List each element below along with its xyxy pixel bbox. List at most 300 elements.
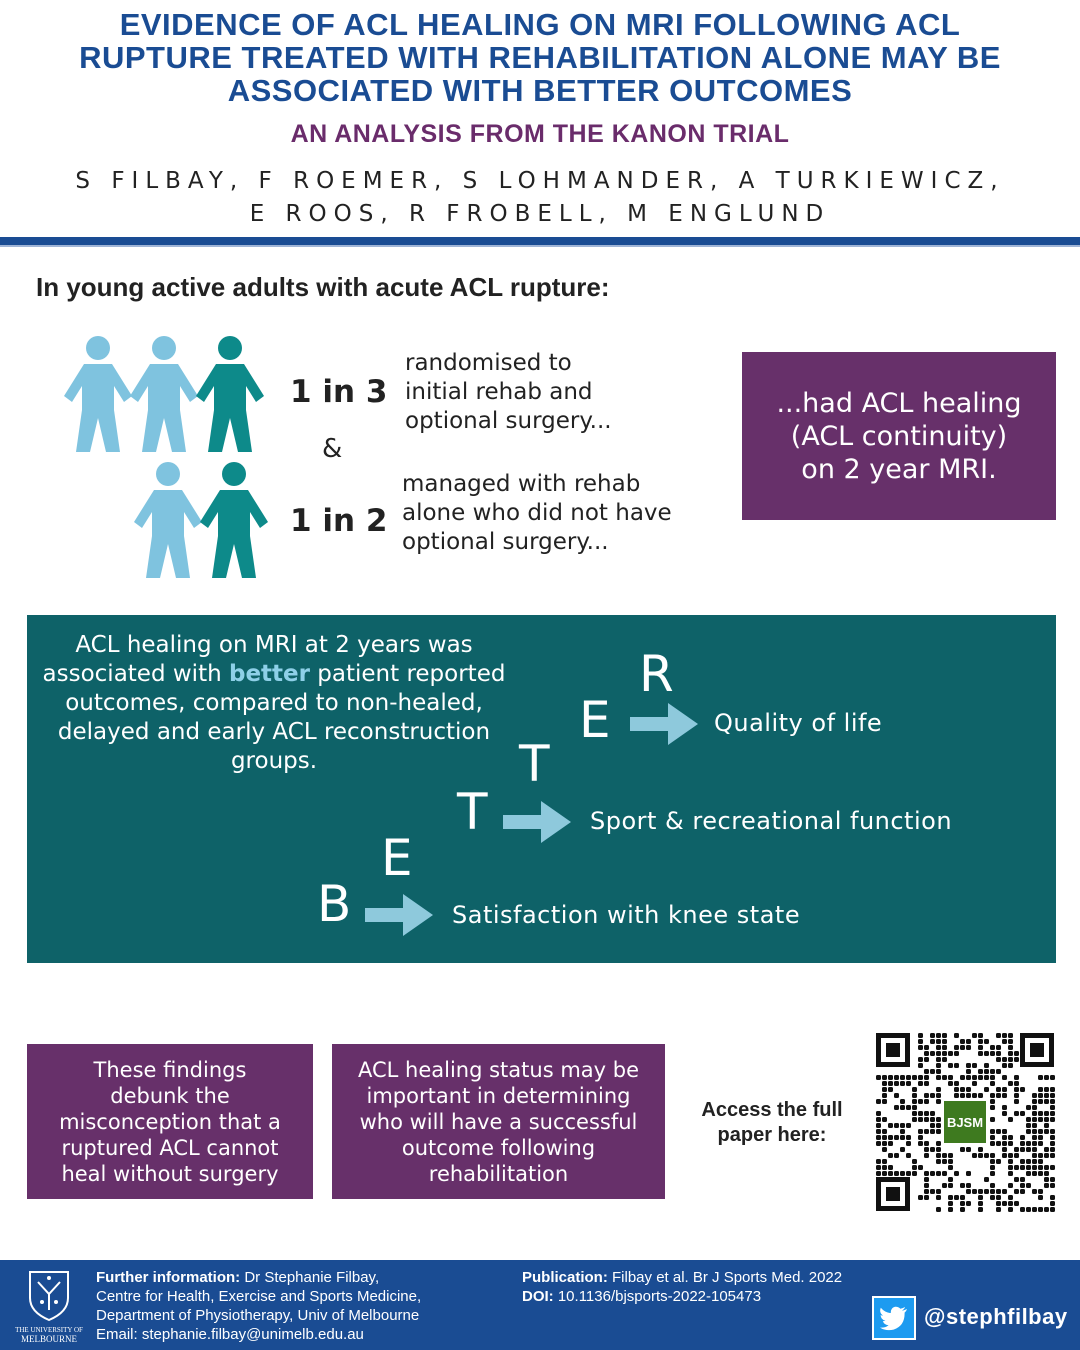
qr-module (1044, 1147, 1049, 1152)
statement-highlight: better (228, 661, 310, 687)
description-line: initial rehab and (405, 379, 593, 405)
twitter-bird-icon[interactable] (872, 1296, 916, 1340)
qr-module (1038, 1117, 1043, 1122)
qr-module (912, 1111, 917, 1116)
qr-module (918, 1081, 923, 1086)
qr-module (966, 1201, 971, 1206)
qr-module (1032, 1093, 1037, 1098)
qr-module (966, 1045, 971, 1050)
qr-module (948, 1195, 953, 1200)
qr-module (1050, 1165, 1055, 1170)
qr-module (1038, 1135, 1043, 1140)
healing-line: (ACL continuity) (790, 420, 1008, 452)
qr-module (882, 1141, 887, 1146)
qr-module (942, 1153, 947, 1158)
qr-module (1032, 1189, 1037, 1194)
qr-module (1026, 1129, 1031, 1134)
statement-text: patient reported outcomes, compared to non-healed, delayed and early ACL reconstruction groups. (57, 661, 506, 774)
qr-module (900, 1171, 905, 1176)
qr-module (876, 1075, 881, 1080)
qr-module (1050, 1207, 1055, 1212)
qr-module (882, 1147, 887, 1152)
qr-module (978, 1033, 983, 1038)
qr-module (912, 1075, 917, 1080)
healing-line: on 2 year MRI. (801, 453, 997, 485)
qr-module (936, 1153, 941, 1158)
qr-module (984, 1153, 989, 1158)
qr-module (936, 1099, 941, 1104)
qr-module (948, 1201, 953, 1206)
qr-module (996, 1051, 1001, 1056)
qr-module (1014, 1093, 1019, 1098)
box-line: misconception that a (59, 1109, 281, 1134)
qr-module (930, 1111, 935, 1116)
qr-module (1044, 1183, 1049, 1188)
qr-module (876, 1117, 881, 1122)
qr-module (894, 1081, 899, 1086)
qr-module (924, 1141, 929, 1146)
group-rehab-description (405, 349, 612, 436)
qr-module (1008, 1063, 1013, 1068)
qr-module (876, 1159, 881, 1164)
qr-module (1020, 1189, 1025, 1194)
qr-module (906, 1171, 911, 1176)
qr-module (966, 1147, 971, 1152)
qr-module (1008, 1045, 1013, 1050)
qr-module (888, 1135, 893, 1140)
qr-module (960, 1183, 965, 1188)
qr-module (1014, 1099, 1019, 1104)
ampersand: & (322, 434, 343, 464)
description-line: optional surgery... (405, 408, 612, 434)
qr-module (918, 1099, 923, 1104)
qr-module (1014, 1087, 1019, 1092)
qr-module (984, 1189, 989, 1194)
qr-module (1026, 1141, 1031, 1146)
info-line: Dr Stephanie Filbay, (240, 1269, 380, 1286)
qr-module (894, 1123, 899, 1128)
qr-module (996, 1189, 1001, 1194)
qr-module (1038, 1111, 1043, 1116)
qr-module (924, 1057, 929, 1062)
qr-module (1032, 1159, 1037, 1164)
qr-module (936, 1207, 941, 1212)
qr-module (960, 1039, 965, 1044)
qr-module (990, 1069, 995, 1074)
email-link[interactable]: Email: stephanie.filbay@unimelb.edu.au (96, 1326, 364, 1343)
qr-module (966, 1171, 971, 1176)
qr-module (900, 1135, 905, 1140)
qr-module (930, 1039, 935, 1044)
qr-module (936, 1057, 941, 1062)
qr-module (1008, 1039, 1013, 1044)
qr-module (930, 1069, 935, 1074)
poster-subtitle: AN ANALYSIS FROM THE KANON TRIAL (290, 120, 790, 148)
qr-module (876, 1111, 881, 1116)
qr-module (996, 1033, 1001, 1038)
qr-module (1002, 1147, 1007, 1152)
qr-module (936, 1141, 941, 1146)
qr-module (888, 1087, 893, 1092)
box-line: who will have a successful (359, 1109, 638, 1134)
qr-module (936, 1129, 941, 1134)
qr-module (948, 1153, 953, 1158)
qr-module (996, 1207, 1001, 1212)
qr-module (912, 1117, 917, 1122)
qr-module (906, 1135, 911, 1140)
qr-module (876, 1165, 881, 1170)
qr-module (1032, 1105, 1037, 1110)
qr-module (924, 1051, 929, 1056)
doi-link[interactable]: 10.1136/bjsports-2022-105473 (553, 1288, 762, 1305)
qr-module (978, 1153, 983, 1158)
info-line: Centre for Health, Exercise and Sports Medicine, (96, 1288, 422, 1305)
qr-module (984, 1177, 989, 1182)
qr-module (1014, 1153, 1019, 1158)
bjsm-badge-label: BJSM (946, 1115, 984, 1130)
qr-module (1026, 1165, 1031, 1170)
access-paper-label (686, 1098, 858, 1148)
qr-module (930, 1123, 935, 1128)
qr-module (900, 1147, 905, 1152)
letter-r: R (639, 645, 674, 703)
qr-module (990, 1045, 995, 1050)
qr-module (996, 1201, 1001, 1206)
qr-module (1008, 1159, 1013, 1164)
qr-module (948, 1183, 953, 1188)
qr-module (960, 1045, 965, 1050)
qr-module (954, 1093, 959, 1098)
qr-module (1008, 1117, 1013, 1122)
qr-module (924, 1189, 929, 1194)
crest-text: THE UNIVERSITY OF (15, 1326, 83, 1334)
qr-module (918, 1165, 923, 1170)
qr-module (1044, 1099, 1049, 1104)
qr-module (1050, 1201, 1055, 1206)
intro-heading: In young active adults with acute ACL rupture: (36, 272, 610, 302)
qr-module (978, 1051, 983, 1056)
qr-module (942, 1075, 947, 1080)
qr-module (1014, 1189, 1019, 1194)
qr-module (1008, 1135, 1013, 1140)
qr-module (882, 1093, 887, 1098)
qr-module (942, 1039, 947, 1044)
qr-module (978, 1207, 983, 1212)
qr-module (924, 1183, 929, 1188)
qr-module (948, 1159, 953, 1164)
qr-module (990, 1141, 995, 1146)
qr-module (924, 1129, 929, 1134)
qr-module (924, 1099, 929, 1104)
qr-module (918, 1111, 923, 1116)
qr-module (1002, 1087, 1007, 1092)
qr-module (990, 1105, 995, 1110)
qr-module (954, 1087, 959, 1092)
results-statement (41, 631, 507, 776)
qr-module (1032, 1153, 1037, 1158)
info-line: Department of Physiotherapy, Univ of Melbourne (96, 1307, 420, 1324)
qr-module (924, 1153, 929, 1158)
qr-module (936, 1039, 941, 1044)
qr-module (1008, 1183, 1013, 1188)
description-line: optional surgery... (402, 529, 609, 555)
qr-module (1002, 1189, 1007, 1194)
qr-module (876, 1171, 881, 1176)
qr-module (1032, 1111, 1037, 1116)
qr-module (990, 1117, 995, 1122)
qr-module (900, 1129, 905, 1134)
qr-module (1032, 1135, 1037, 1140)
qr-module (990, 1165, 995, 1170)
qr-module (900, 1099, 905, 1104)
qr-module (1002, 1141, 1007, 1146)
qr-module (990, 1075, 995, 1080)
qr-module (984, 1063, 989, 1068)
qr-module (1038, 1165, 1043, 1170)
outcome-quality-of-life: Quality of life (714, 709, 883, 737)
qr-module (918, 1195, 923, 1200)
qr-module (978, 1195, 983, 1200)
crest-text: MELBOURNE (21, 1334, 77, 1344)
qr-module (1008, 1195, 1013, 1200)
qr-module (1050, 1111, 1055, 1116)
qr-module (948, 1051, 953, 1056)
qr-module (936, 1195, 941, 1200)
author-line: S FILBAY, F ROEMER, S LOHMANDER, A TURKIEWICZ, (75, 168, 1005, 194)
outcome-sport-function: Sport & recreational function (590, 807, 953, 835)
ratio-one-in-two: 1 in 2 (290, 503, 388, 539)
qr-module (1014, 1201, 1019, 1206)
qr-module (990, 1171, 995, 1176)
qr-module (1008, 1081, 1013, 1086)
qr-module (882, 1099, 887, 1104)
qr-module (972, 1033, 977, 1038)
acl-healing-box (742, 352, 1056, 520)
qr-module (912, 1171, 917, 1176)
qr-module (966, 1063, 971, 1068)
letter-b: B (317, 875, 352, 933)
qr-module (990, 1129, 995, 1134)
qr-module (978, 1075, 983, 1080)
title-line: RUPTURE TREATED WITH REHABILITATION ALONE MAY BE (79, 40, 1001, 75)
qr-module (888, 1171, 893, 1176)
qr-module (876, 1123, 881, 1128)
twitter-handle[interactable]: @stephfilbay (924, 1304, 1068, 1329)
qr-module (1020, 1135, 1025, 1140)
qr-module (936, 1189, 941, 1194)
qr-module (948, 1165, 953, 1170)
qr-module (924, 1195, 929, 1200)
qr-module (1026, 1117, 1031, 1122)
qr-module (1038, 1159, 1043, 1164)
qr-module (936, 1117, 941, 1122)
qr-module (954, 1045, 959, 1050)
qr-module (1008, 1201, 1013, 1206)
access-line: paper here: (717, 1124, 827, 1146)
qr-module (930, 1117, 935, 1122)
qr-module (1032, 1207, 1037, 1212)
qr-module (1044, 1075, 1049, 1080)
qr-module (1032, 1123, 1037, 1128)
qr-module (924, 1045, 929, 1050)
qr-module (930, 1093, 935, 1098)
qr-module (1050, 1117, 1055, 1122)
qr-code[interactable] (874, 1031, 1056, 1213)
qr-module (1038, 1207, 1043, 1212)
qr-module (1014, 1165, 1019, 1170)
qr-module (1002, 1039, 1007, 1044)
qr-module (1032, 1129, 1037, 1134)
qr-module (990, 1081, 995, 1086)
qr-module (954, 1063, 959, 1068)
qr-module (918, 1057, 923, 1062)
qr-module (1020, 1165, 1025, 1170)
qr-module (990, 1153, 995, 1158)
qr-module (1002, 1135, 1007, 1140)
qr-module (924, 1177, 929, 1182)
qr-module (1008, 1165, 1013, 1170)
qr-module (918, 1135, 923, 1140)
qr-module (900, 1123, 905, 1128)
qr-module (1044, 1129, 1049, 1134)
qr-module (888, 1075, 893, 1080)
qr-module (918, 1117, 923, 1122)
qr-module (1026, 1123, 1031, 1128)
qr-module (996, 1057, 1001, 1062)
qr-module (1050, 1099, 1055, 1104)
qr-module (1032, 1141, 1037, 1146)
publication-details (522, 1268, 842, 1306)
qr-module (924, 1147, 929, 1152)
qr-module (918, 1045, 923, 1050)
qr-module (960, 1075, 965, 1080)
footer (0, 1260, 1080, 1350)
qr-module (978, 1045, 983, 1050)
results-panel (27, 615, 1056, 963)
qr-module (948, 1177, 953, 1182)
qr-module (960, 1147, 965, 1152)
qr-module (1038, 1093, 1043, 1098)
qr-module (942, 1051, 947, 1056)
qr-module (882, 1159, 887, 1164)
poster-title (0, 8, 1080, 107)
qr-module (1008, 1141, 1013, 1146)
qr-module (894, 1093, 899, 1098)
qr-module (1050, 1195, 1055, 1200)
qr-module (942, 1057, 947, 1062)
qr-module (966, 1183, 971, 1188)
qr-module (954, 1033, 959, 1038)
qr-module (1002, 1033, 1007, 1038)
qr-module (924, 1075, 929, 1080)
qr-module (1044, 1093, 1049, 1098)
qr-module (882, 1081, 887, 1086)
qr-module (972, 1153, 977, 1158)
qr-module (1002, 1201, 1007, 1206)
qr-module (1050, 1147, 1055, 1152)
box-line: heal without surgery (61, 1161, 279, 1186)
qr-module (930, 1051, 935, 1056)
header-divider (0, 237, 1080, 247)
box-line: These findings (93, 1057, 247, 1082)
qr-module (978, 1201, 983, 1206)
qr-module (1044, 1171, 1049, 1176)
qr-module (954, 1081, 959, 1086)
qr-module (1026, 1207, 1031, 1212)
qr-module (1038, 1171, 1043, 1176)
qr-module (936, 1087, 941, 1092)
qr-module (990, 1189, 995, 1194)
title-line: ASSOCIATED WITH BETTER OUTCOMES (227, 73, 853, 108)
qr-module (996, 1045, 1001, 1050)
qr-module (918, 1075, 923, 1080)
qr-module (888, 1081, 893, 1086)
qr-module (996, 1141, 1001, 1146)
qr-module (906, 1123, 911, 1128)
qr-module (966, 1093, 971, 1098)
qr-module (996, 1087, 1001, 1092)
qr-module (912, 1105, 917, 1110)
qr-module (990, 1135, 995, 1140)
qr-module (936, 1093, 941, 1098)
qr-module (990, 1099, 995, 1104)
qr-module (906, 1105, 911, 1110)
qr-module (954, 1195, 959, 1200)
qr-module (1002, 1111, 1007, 1116)
publication-value: Filbay et al. Br J Sports Med. 2022 (607, 1269, 843, 1286)
qr-module (1020, 1159, 1025, 1164)
qr-module (1044, 1177, 1049, 1182)
box-line: rehabilitation (428, 1161, 569, 1186)
qr-module (900, 1081, 905, 1086)
qr-module (918, 1129, 923, 1134)
qr-module (1050, 1135, 1055, 1140)
qr-module (1032, 1165, 1037, 1170)
qr-module (930, 1189, 935, 1194)
qr-module (1044, 1165, 1049, 1170)
letter-t: T (519, 735, 550, 793)
access-line: Access the full (701, 1099, 843, 1121)
qr-module (1026, 1171, 1031, 1176)
qr-module (942, 1171, 947, 1176)
qr-module (906, 1153, 911, 1158)
qr-module (894, 1075, 899, 1080)
qr-module (930, 1171, 935, 1176)
qr-module (966, 1069, 971, 1074)
qr-module (1020, 1111, 1025, 1116)
qr-module (1020, 1207, 1025, 1212)
qr-module (1038, 1099, 1043, 1104)
qr-module (1050, 1183, 1055, 1188)
qr-module (966, 1087, 971, 1092)
qr-module (954, 1171, 959, 1176)
qr-module (1014, 1081, 1019, 1086)
qr-module (978, 1069, 983, 1074)
qr-module (888, 1165, 893, 1170)
qr-module (918, 1033, 923, 1038)
qr-module (936, 1147, 941, 1152)
qr-module (924, 1117, 929, 1122)
qr-module (978, 1147, 983, 1152)
qr-module (894, 1171, 899, 1176)
qr-module (906, 1081, 911, 1086)
qr-module (882, 1075, 887, 1080)
qr-module (978, 1189, 983, 1194)
qr-module (990, 1183, 995, 1188)
qr-module (1014, 1057, 1019, 1062)
qr-module (936, 1171, 941, 1176)
qr-module (1050, 1177, 1055, 1182)
